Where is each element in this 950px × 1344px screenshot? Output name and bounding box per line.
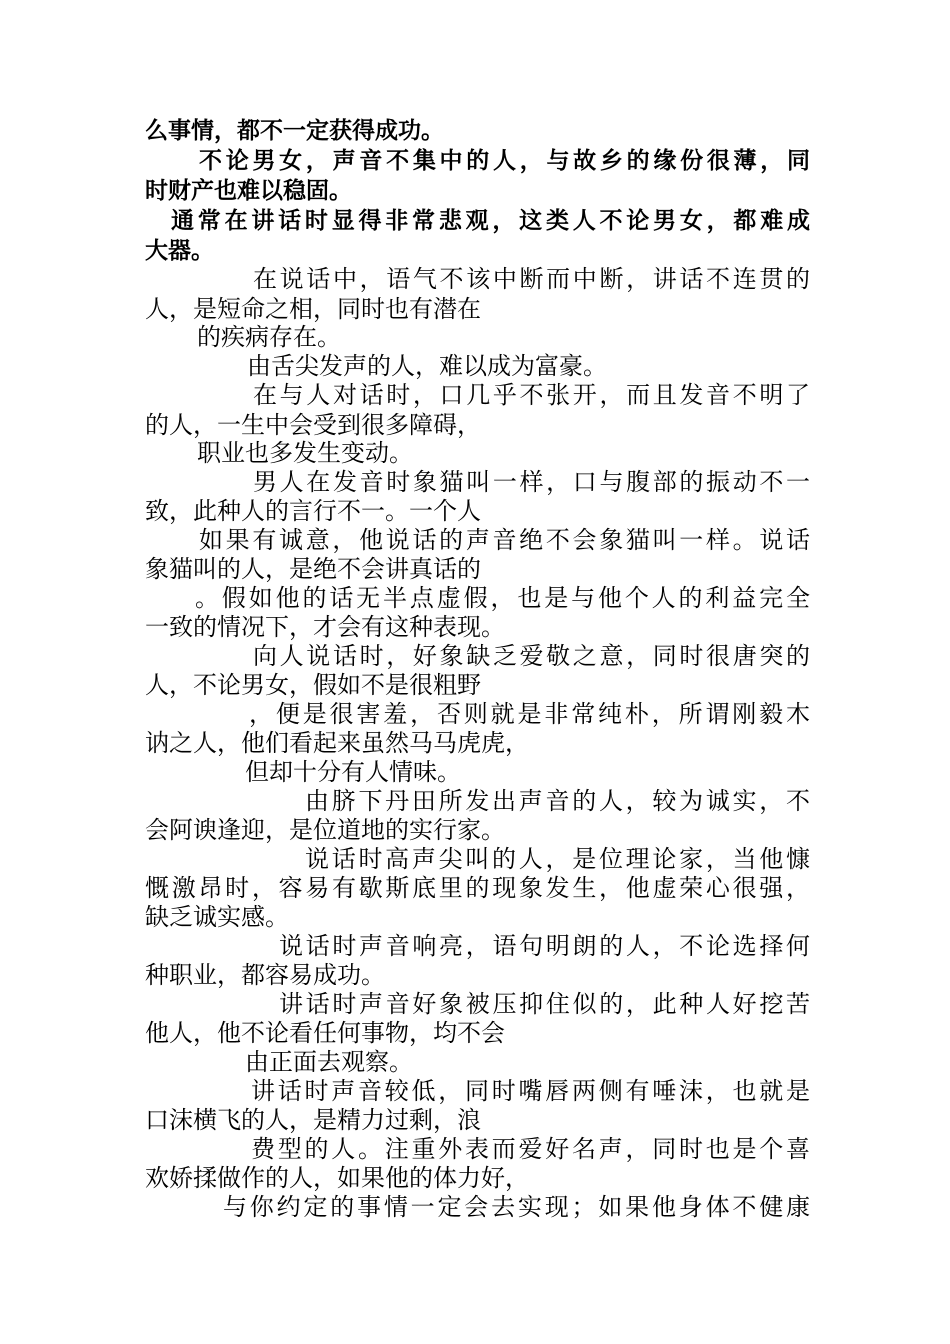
text-line: 职业也多发生变动。 bbox=[197, 439, 413, 467]
text-line: 时财产也难以稳固。 bbox=[145, 178, 352, 204]
text-line: 在说话中，语气不该中断而中断，讲话不连贯的 bbox=[253, 265, 810, 293]
text-line: 在与人对话时，口几乎不张开，而且发音不明了 bbox=[253, 381, 810, 409]
text-line: 慨激昂时，容易有歇斯底里的现象发生，他虚荣心很强， bbox=[145, 874, 810, 902]
text-line: 欢娇揉做作的人，如果他的体力好， bbox=[145, 1164, 529, 1192]
text-line: 不论男女，声音不集中的人，与故乡的缘份很薄，同 bbox=[199, 148, 810, 174]
text-line: 人，是短命之相，同时也有潜在 bbox=[145, 295, 481, 323]
text-line: 通常在讲话时显得非常悲观，这类人不论男女，都难成 bbox=[171, 208, 810, 234]
text-line: ，便是很害羞，否则就是非常纯朴，所谓刚毅木 bbox=[249, 700, 810, 728]
text-line: 一致的情况下，才会有这种表现。 bbox=[145, 613, 505, 641]
text-line: 缺乏诚实感。 bbox=[145, 903, 289, 931]
text-line: 象猫叫的人，是绝不会讲真话的 bbox=[145, 555, 481, 583]
text-line: 种职业，都容易成功。 bbox=[145, 961, 385, 989]
text-line: 讷之人，他们看起来虽然马马虎虎， bbox=[145, 729, 529, 757]
text-line: 口沫横飞的人，是精力过剩，浪 bbox=[145, 1106, 481, 1134]
text-line: 说话时声音响亮，语句明朗的人，不论选择何 bbox=[279, 932, 810, 960]
text-line: 费型的人。注重外表而爱好名声，同时也是个喜 bbox=[251, 1135, 810, 1163]
text-line: 男人在发音时象猫叫一样，口与腹部的振动不一 bbox=[253, 468, 810, 496]
text-line: 他人，他不论看任何事物，均不会 bbox=[145, 1019, 505, 1047]
text-line: 由舌尖发声的人，难以成为富豪。 bbox=[247, 352, 607, 380]
text-line: 。假如他的话无半点虚假，也是与他个人的利益完全 bbox=[195, 584, 810, 612]
text-line: 的疾病存在。 bbox=[197, 323, 341, 351]
text-line: 大器。 bbox=[145, 238, 214, 264]
text-line: 与你约定的事情一定会去实现；如果他身体不健康 bbox=[223, 1193, 810, 1221]
text-line: 说话时高声尖叫的人，是位理论家，当他慷 bbox=[305, 845, 810, 873]
text-line: 讲话时声音较低，同时嘴唇两侧有唾沫，也就是 bbox=[251, 1077, 810, 1105]
text-line: 由正面去观察。 bbox=[245, 1048, 413, 1076]
text-line: 的人，一生中会受到很多障碍， bbox=[145, 411, 481, 439]
text-line: 向人说话时，好象缺乏爱敬之意，同时很唐突的 bbox=[253, 642, 810, 670]
text-line: 人，不论男女，假如不是很粗野 bbox=[145, 671, 481, 699]
text-line: 讲话时声音好象被压抑住似的，此种人好挖苦 bbox=[279, 990, 810, 1018]
text-line: 由脐下丹田所发出声音的人，较为诚实，不 bbox=[305, 787, 810, 815]
text-line: 会阿谀逢迎，是位道地的实行家。 bbox=[145, 816, 505, 844]
text-line: 但却十分有人情味。 bbox=[245, 758, 461, 786]
text-line: 致，此种人的言行不一。一个人 bbox=[145, 497, 481, 525]
text-line: 么事情，都不一定获得成功。 bbox=[145, 118, 444, 144]
text-line: 如果有诚意，他说话的声音绝不会象猫叫一样。说话 bbox=[199, 526, 810, 554]
